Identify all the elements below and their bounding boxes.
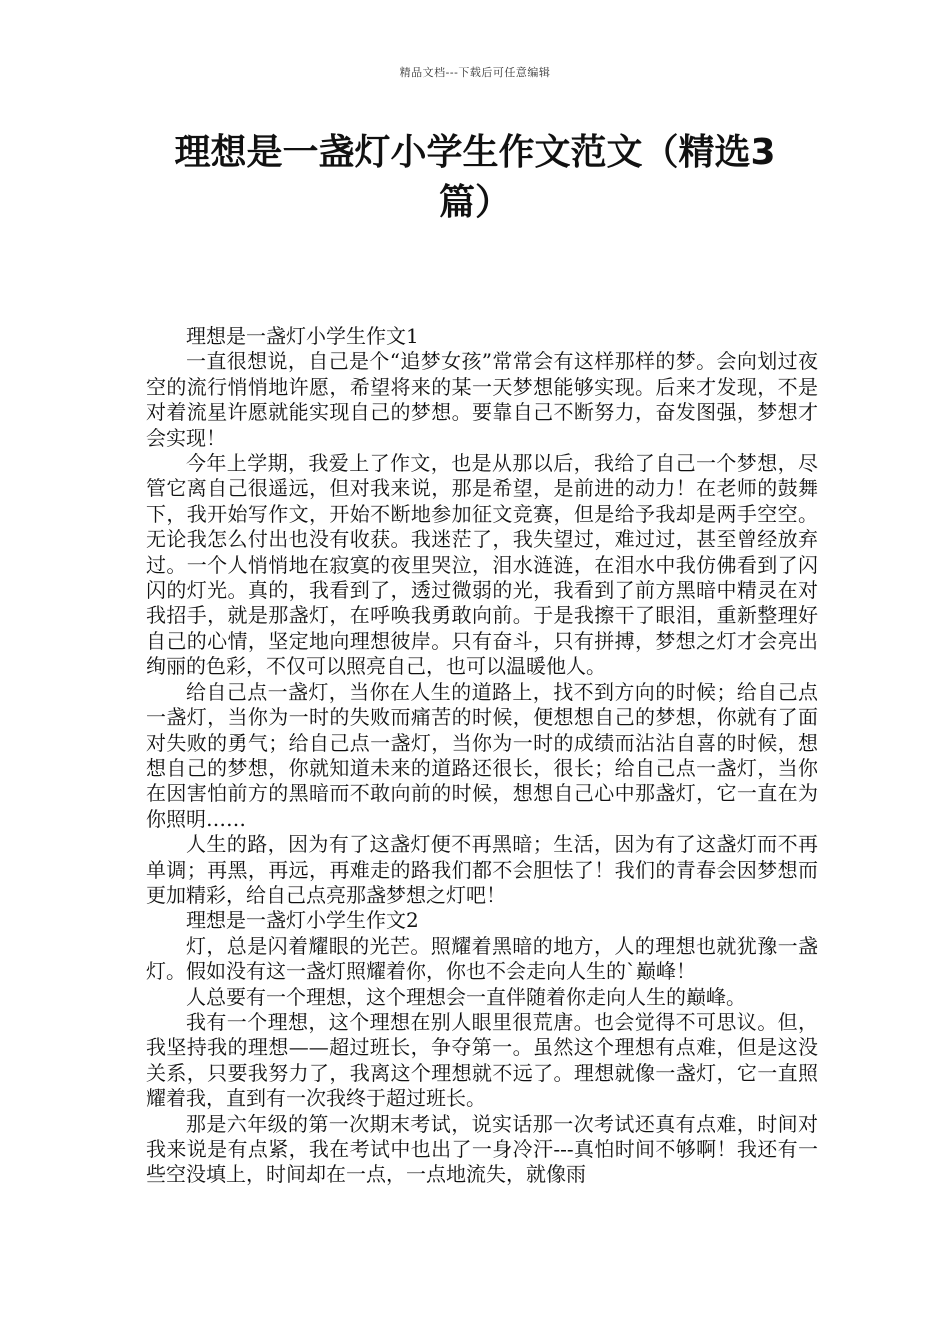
document-title: 理想是一盏灯小学生作文范文（精选3篇） — [174, 132, 776, 223]
document-body — [146, 324, 818, 1188]
header-note: 精品文档---下载后可任意编辑 — [399, 66, 551, 79]
paragraph-heading-2: 理想是一盏灯小学生作文2 — [186, 908, 419, 933]
paragraph: 灯，总是闪着耀眼的光芒。照耀着黑暗的地方，人的理想也就犹豫一盏灯。假如没有这一盏灯照耀着你，你也不会走向人生的`巅峰！ — [146, 933, 818, 984]
paragraph: 一直很想说，自己是个“追梦女孩”常常会有这样那样的梦。会向划过夜空的流行悄悄地许愿，希望将来的某一天梦想能够实现。后来才发现，不是对着流星许愿就能实现自己的梦想。要靠自己不断努力，奋发图强，梦想才会实现！ — [146, 349, 818, 450]
paragraph: 那是六年级的第一次期末考试，说实话那一次考试还真有点难，时间对我来说是有点紧，我在考试中也出了一身冷汗---真怕时间不够啊！我还有一些空没填上，时间却在一点，一点地流失，就像雨 — [146, 1111, 818, 1187]
paragraph: 人总要有一个理想，这个理想会一直伴随着你走向人生的巅峰。 — [186, 984, 746, 1009]
paragraph-heading-1: 理想是一盏灯小学生作文1 — [186, 324, 419, 348]
paragraph: 人生的路，因为有了这盏灯便不再黑暗；生活，因为有了这盏灯而不再单调；再黑，再远，再难走的路我们都不会胆怯了！我们的青春会因梦想而更加精彩，给自己点亮那盏梦想之灯吧！ — [146, 832, 818, 907]
paragraph: 给自己点一盏灯，当你在人生的道路上，找不到方向的时候；给自己点一盏灯，当你为一时的失败而痛苦的时候，便想想自己的梦想，你就有了面对失败的勇气；给自己点一盏灯，当你为一时的成绩而沾沾自喜的时候，想想自己的梦想，你就知道未来的道路还很长，很长；给自己点一盏灯，当你在因害怕前方的黑暗而不敢向前的时候，想想自己心中那盏灯，它一直在为你照明…… — [146, 679, 818, 831]
paragraph: 我有一个理想，这个理想在别人眼里很荒唐。也会觉得不可思议。但，我坚持我的理想——超过班长，争夺第一。虽然这个理想有点难，但是这没关系，只要我努力了，我离这个理想就不远了。理想就像一盏灯，它一直照耀着我，直到有一次我终于超过班长。 — [146, 1009, 818, 1111]
paragraph: 今年上学期，我爱上了作文，也是从那以后，我给了自己一个梦想，尽管它离自己很遥远，但对我来说，那是希望，是前进的动力！在老师的鼓舞下，我开始写作文，开始不断地参加征文竞赛，但是给予我却是两手空空。无论我怎么付出也没有收获。我迷茫了，我失望过，难过过，甚至曾经放弃过。一个人悄悄地在寂寞的夜里哭泣，泪水涟涟，在泪水中我仿佛看到了闪闪的灯光。真的，我看到了，透过微弱的光，我看到了前方黑暗中精灵在对我招手，就是那盏灯，在呼唤我勇敢向前。于是我擦干了眼泪，重新整理好自己的心情，坚定地向理想彼岸。只有奋斗，只有拼搏，梦想之灯才会亮出绚丽的色彩，不仅可以照亮自己，也可以温暖他人。 — [146, 451, 818, 679]
